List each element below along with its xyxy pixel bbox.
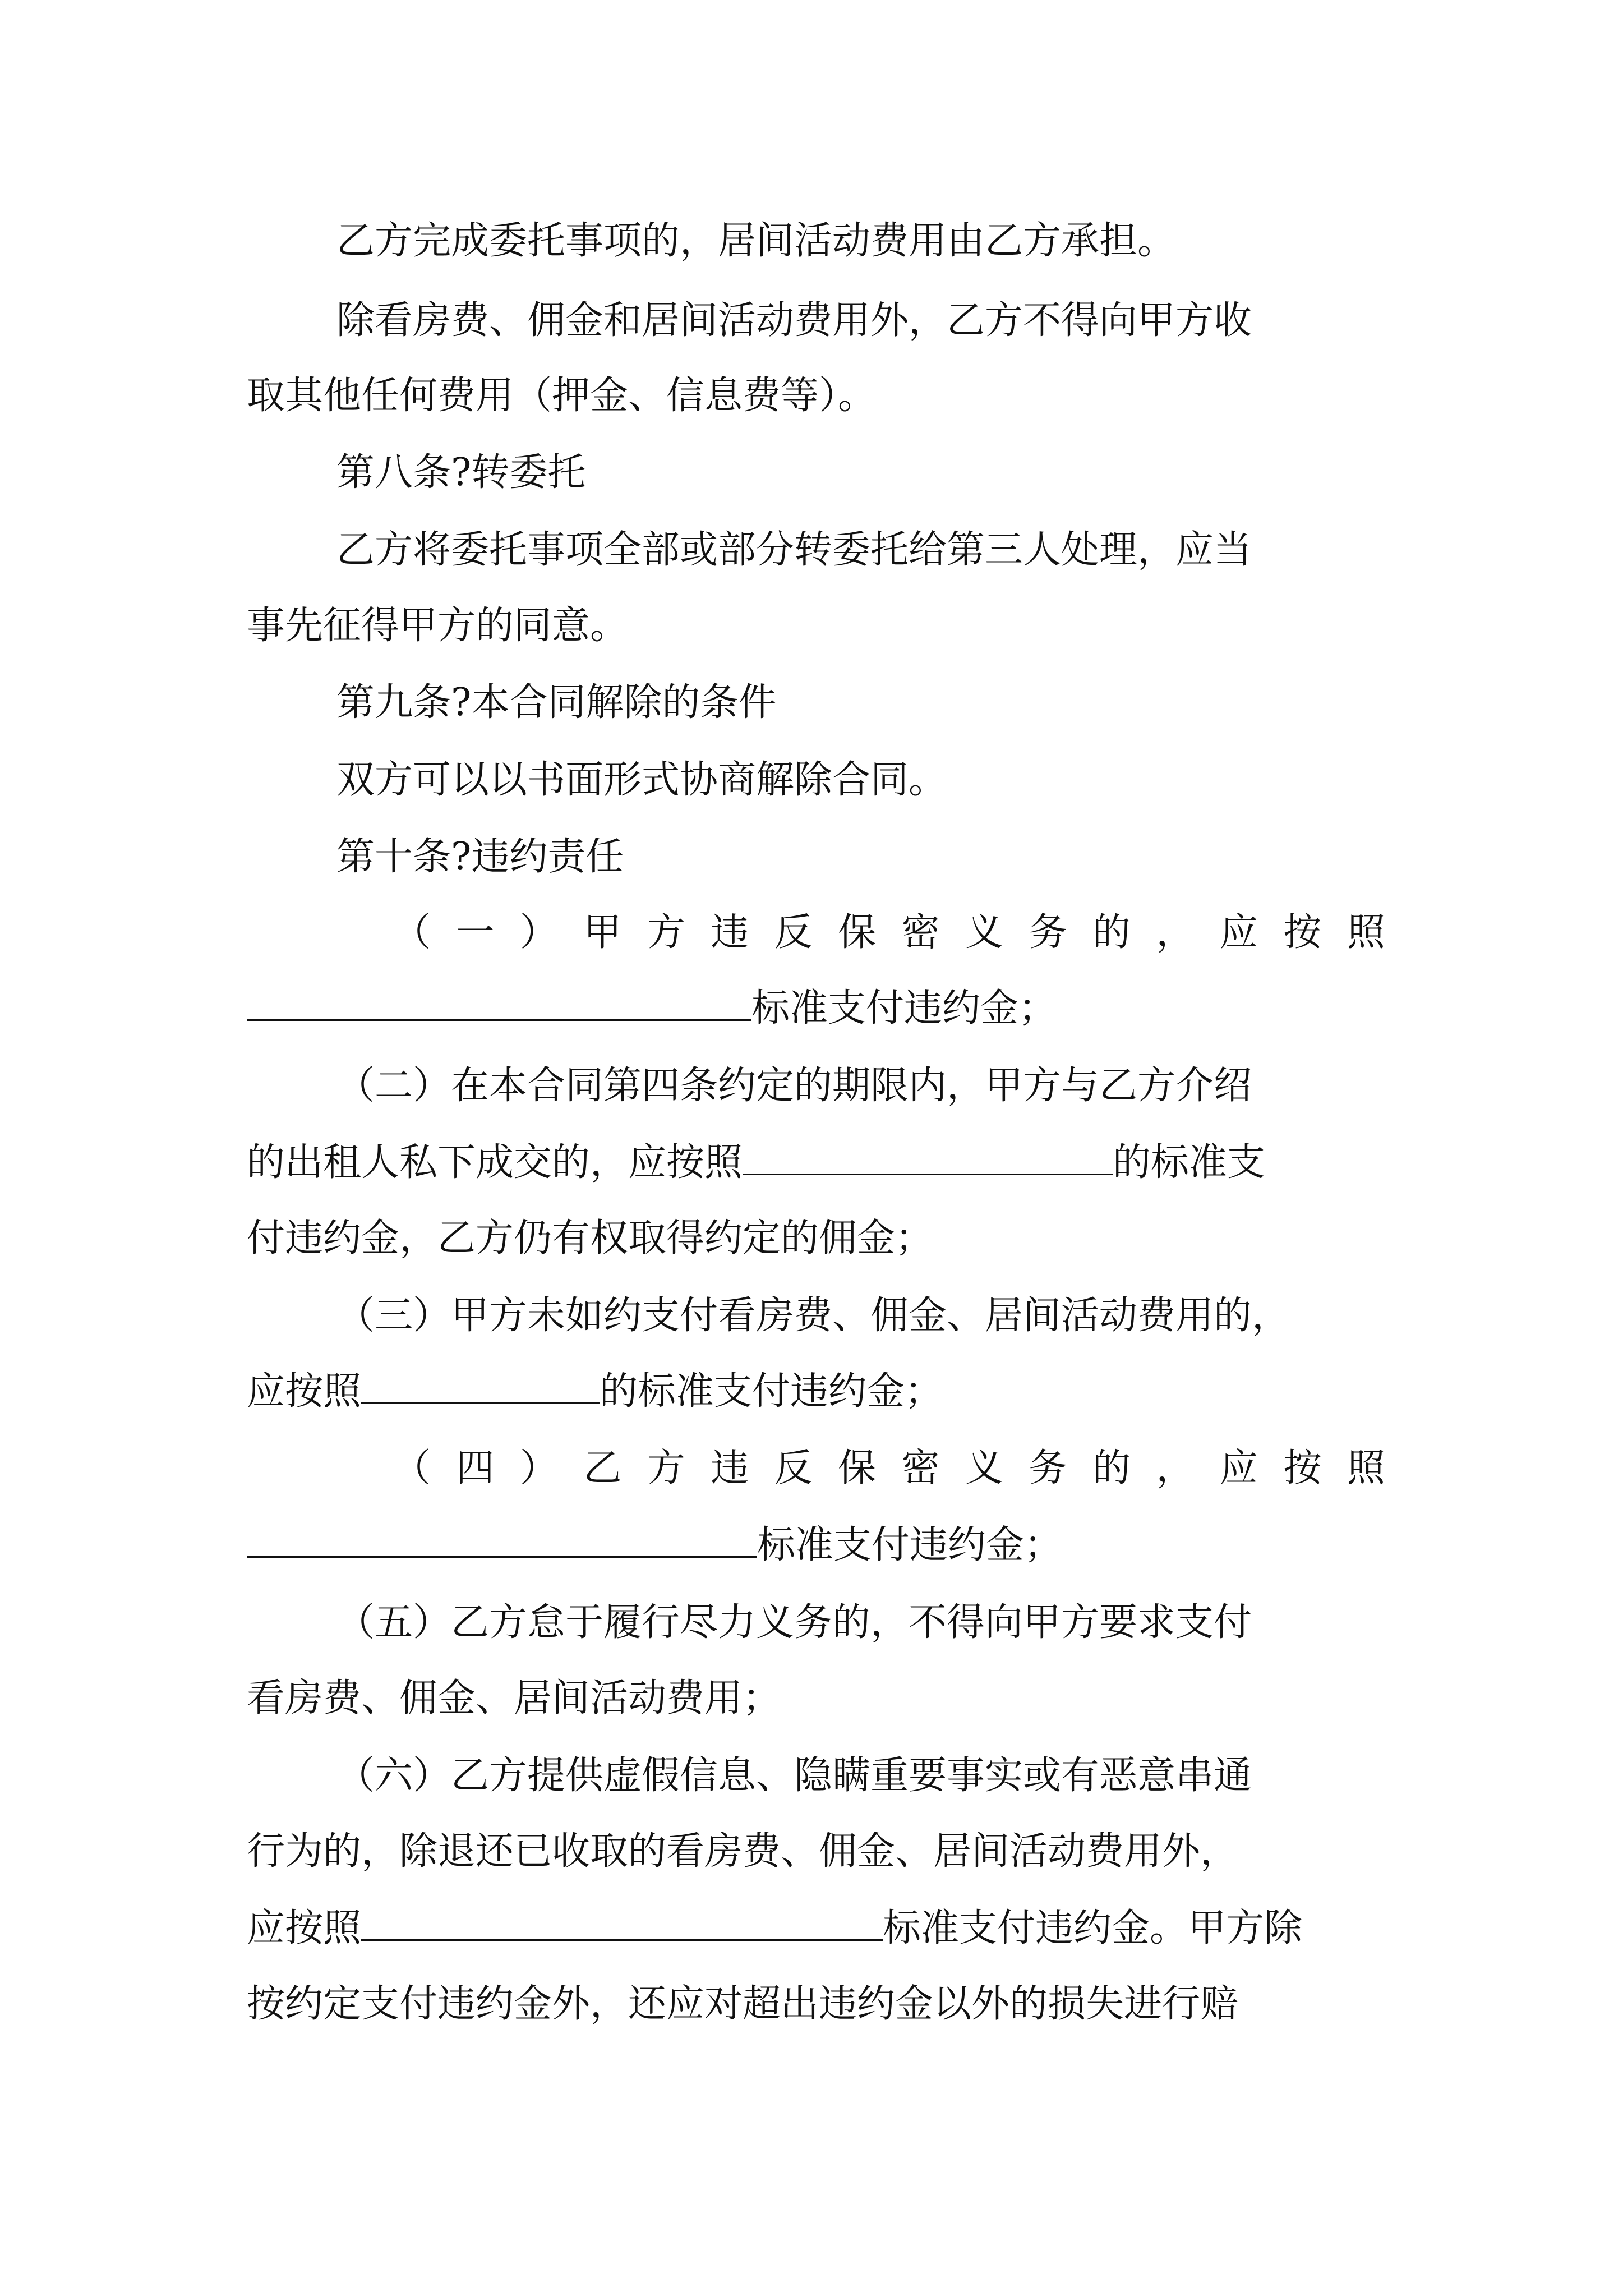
clause-char: 密 [901,910,940,955]
paragraph-line [247,1902,1302,1955]
paragraph-line: 除看房费、佣金和居间活动费用外，乙方不得向甲方收 [336,298,1252,343]
paragraph-line: 行为的，除退还已收取的看房费、佣金、居间活动费用外， [247,1829,1239,1874]
clause-char: （ [393,910,431,955]
blank-suffix: 的标准支 [1113,1140,1266,1185]
paragraph-line: 看房费、佣金、居间活动费用； [247,1676,781,1720]
clause-char: 按 [1283,1446,1322,1490]
fill-in-blank[interactable] [361,1365,600,1404]
clause-char: 务 [1029,910,1067,955]
clause-char: 保 [838,1446,877,1490]
blank-suffix: 的标准支付违约金； [600,1369,943,1414]
clause-char: 的 [1092,1446,1131,1490]
blank-suffix: 标准支付违约金。甲方除 [883,1906,1303,1950]
clause-char: 密 [901,1446,940,1490]
clause-char: ） [519,910,558,955]
clause-char: 应 [1219,910,1258,955]
clause-char: 反 [774,1446,813,1490]
clause-char: 四 [456,1446,495,1490]
paragraph-line: 付违约金，乙方仍有权取得约定的佣金； [247,1216,934,1260]
paragraph-line: 乙方将委托事项全部或部分转委托给第三人处理，应当 [336,528,1252,572]
clause-char: 按 [1283,910,1322,955]
clause-char: 义 [965,910,1004,955]
clause-char: 甲 [583,910,622,955]
clause-char: 反 [774,910,813,955]
paragraph-line: （二）在本合同第四条约定的期限内，甲方与乙方介绍 [336,1064,1252,1108]
paragraph-line [247,1365,943,1419]
clause-line-spaced [393,906,1385,960]
fill-in-blank[interactable] [247,982,751,1021]
clause-char: ， [1156,910,1195,955]
clause-char: 务 [1029,1446,1067,1490]
blank-suffix: 标准支付违约金； [757,1523,1063,1567]
paragraph-line: 按约定支付违约金外，还应对超出违约金以外的损失进行赔 [247,1982,1239,2026]
clause-char: 义 [965,1446,1004,1490]
clause-char: 照 [1347,910,1385,955]
clause-char: 一 [456,910,495,955]
clause-char: 违 [711,910,749,955]
paragraph-line: 取其他任何费用（押金、信息费等）。 [247,374,877,418]
paragraph-line: 乙方完成委托事项的，居间活动费用由乙方承担。 [336,219,1176,263]
clause-char: ， [1156,1446,1195,1490]
paragraph-line: （六）乙方提供虚假信息、隐瞒重要事实或有恶意串通 [336,1754,1252,1798]
clause-line-spaced [393,1442,1385,1496]
article-heading: 第十条?违约责任 [336,835,624,879]
paragraph-line [247,1519,1062,1572]
clause-char: 保 [838,910,877,955]
blank-suffix: 标准支付违约金； [751,986,1057,1030]
blank-prefix: 应按照 [247,1369,362,1414]
clause-char: （ [393,1446,431,1490]
article-heading: 第八条?转委托 [336,450,586,495]
paragraph-line [247,1136,1265,1190]
paragraph-line: （五）乙方怠于履行尽力义务的，不得向甲方要求支付 [336,1600,1252,1645]
paragraph-line: 事先征得甲方的同意。 [247,604,629,648]
clause-char: 方 [647,1446,685,1490]
article-heading: 第九条?本合同解除的条件 [336,680,777,725]
clause-char: 照 [1347,1446,1385,1490]
clause-char: 的 [1092,910,1131,955]
blank-prefix: 应按照 [247,1906,362,1950]
clause-char: 应 [1219,1446,1258,1490]
clause-char: 乙 [583,1446,622,1490]
fill-in-blank[interactable] [743,1137,1113,1175]
blank-prefix: 的出租人私下成交的，应按照 [247,1140,743,1185]
fill-in-blank[interactable] [247,1519,757,1558]
fill-in-blank[interactable] [361,1902,883,1941]
clause-char: 方 [647,910,685,955]
paragraph-line: 双方可以以书面形式协商解除合同。 [336,758,947,802]
paragraph-line: （三）甲方未如约支付看房费、佣金、居间活动费用的， [336,1294,1290,1338]
clause-char: ） [519,1446,558,1490]
clause-char: 违 [711,1446,749,1490]
paragraph-line [247,982,1057,1036]
